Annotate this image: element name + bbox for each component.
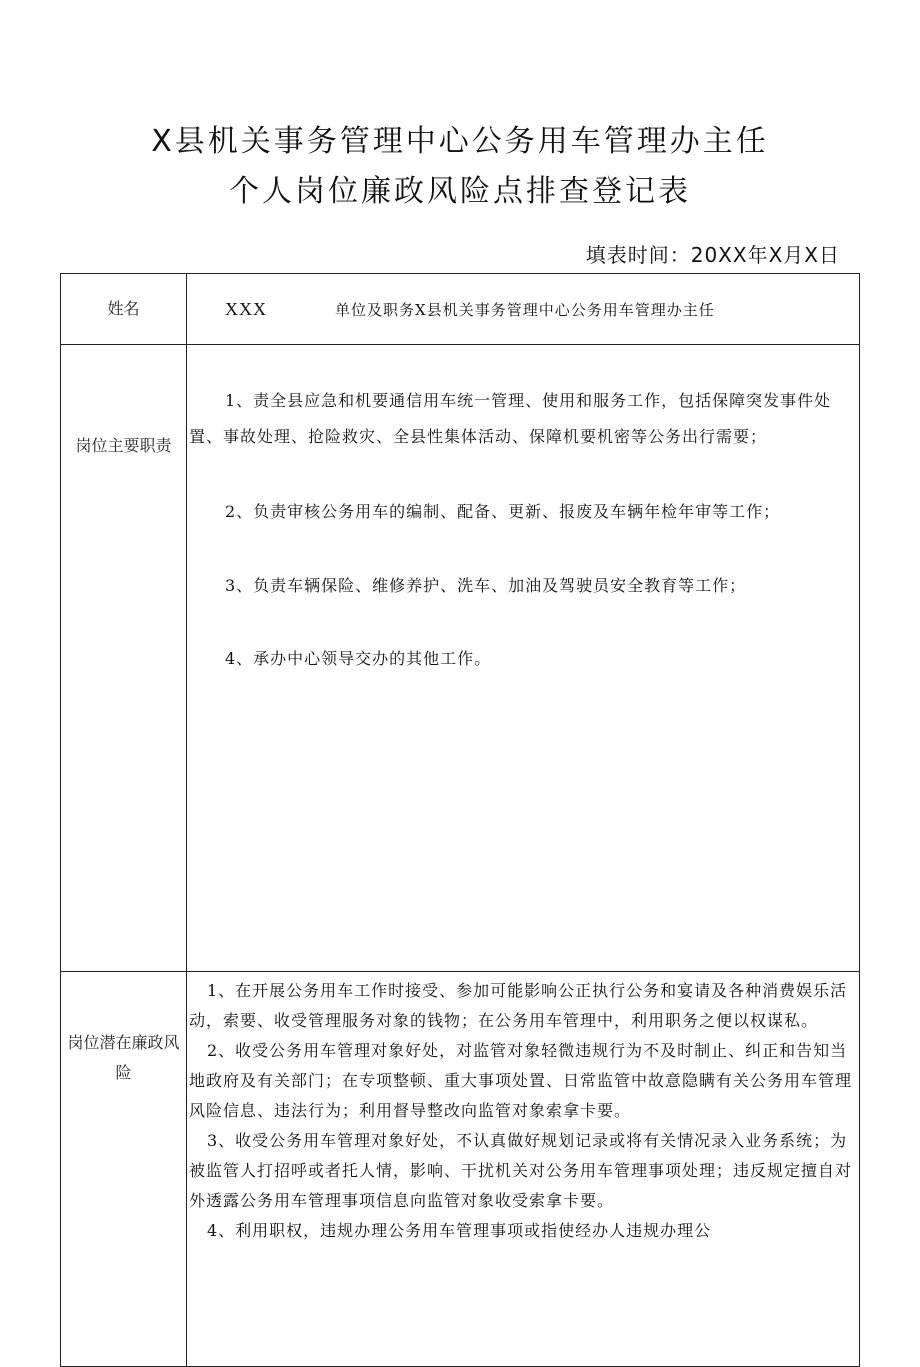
risk-cell xyxy=(187,972,860,1367)
risk-item: 2、收受公务用车管理对象好处，对监管对象轻微违规行为不及时制止、纠正和告知当地政府及有关部门；在专项整顿、重大事项处置、日常监管中故意隐瞒有关公务用车管理风险信息、违法行为；利用督导整改向监管对象索拿卡要。 xyxy=(189,1041,853,1120)
duty-item: 1、责全县应急和机要通信用车统一管理、使用和服务工作，包括保障突发事件处置、事故处理、抢险救灾、全县性集体活动、保障机要机密等公务出行需要； xyxy=(189,391,832,446)
risk-item: 3、收受公务用车管理对象好处，不认真做好规划记录或将有关情况录入业务系统；为被监管人打招呼或者托人情，影响、干扰机关对公务用车管理事项处理；违反规定擅自对外透露公务用车管理事项信息向监管对象收受索拿卡要。 xyxy=(189,1131,853,1210)
document-title-line2: 个人岗位廉政风险点排查登记表 xyxy=(229,174,691,209)
duties-row xyxy=(61,345,860,972)
name-label: 姓名 xyxy=(61,274,187,345)
duties-cell xyxy=(187,345,860,972)
unit-label: 单位及职务 xyxy=(335,300,416,319)
registration-form-table xyxy=(60,273,860,1367)
unit-value: X县机关事务管理中心公务用车管理办主任 xyxy=(415,300,715,319)
name-unit-cell xyxy=(187,274,860,345)
risk-item: 1、在开展公务用车工作时接受、参加可能影响公正执行公务和宴请及各种消费娱乐活动，索要、收受管理服务对象的钱物；在公务用车管理中，利用职务之便以权谋私。 xyxy=(189,981,848,1030)
name-row xyxy=(61,274,860,345)
fill-date: 填表时间：20XX年X月X日 xyxy=(585,243,840,267)
risk-row xyxy=(61,972,860,1367)
duty-item: 4、承办中心领导交办的其他工作。 xyxy=(225,649,492,668)
duties-label: 岗位主要职责 xyxy=(61,345,187,972)
duty-item: 3、负责车辆保险、维修养护、洗车、加油及驾驶员安全教育等工作； xyxy=(225,576,747,595)
duty-item: 2、负责审核公务用车的编制、配备、更新、报废及车辆年检年审等工作； xyxy=(225,502,781,521)
document-title-line1: X县机关事务管理中心公务用车管理办主任 xyxy=(151,124,769,159)
risk-item: 4、利用职权，违规办理公务用车管理事项或指使经办人违规办理公 xyxy=(207,1221,712,1240)
risk-label: 岗位潜在廉政风险 xyxy=(61,972,187,1367)
name-value: XXX xyxy=(225,298,267,319)
